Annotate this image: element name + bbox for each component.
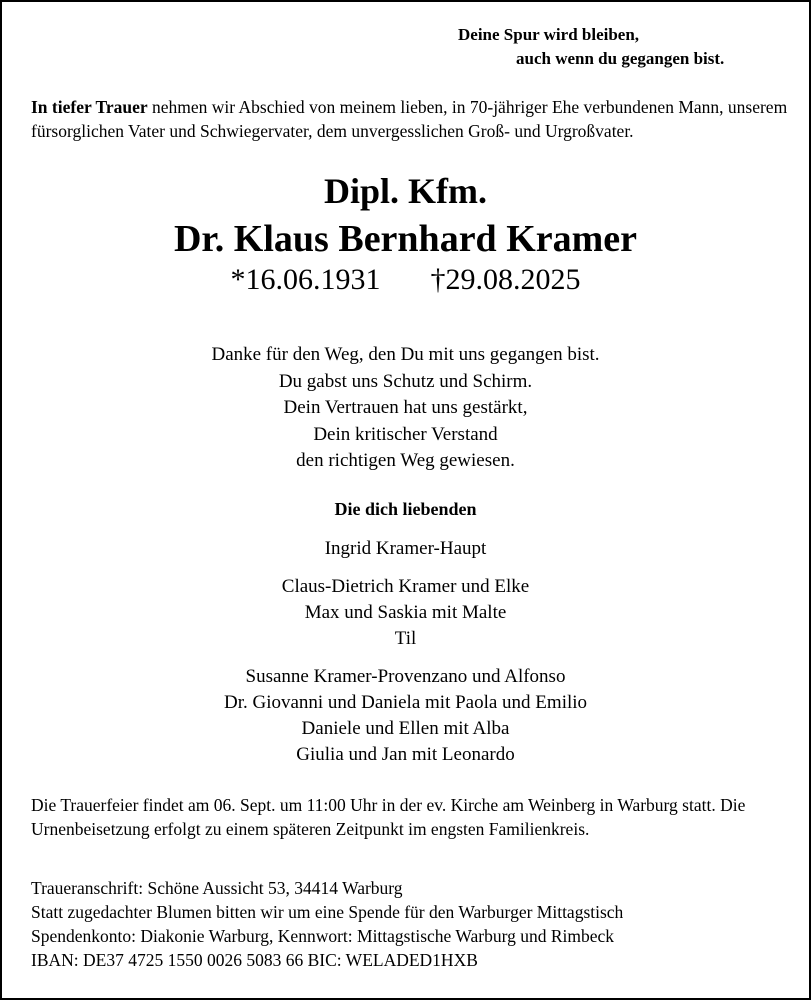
bank-details: IBAN: DE37 4725 1550 0026 5083 66 BIC: WELADED1HXB <box>31 950 478 970</box>
intro-text: nehmen wir Abschied von meinem lieben, in 70-jähriger Ehe verbundenen Mann, unserem fürsorglichen Vater und Schwiegervater, dem unvergesslichen Groß- und Urgroßvater. <box>31 97 788 141</box>
donation-note: Statt zugedachter Blumen bitten wir um eine Spende für den Warburger Mittagstisch <box>31 902 624 922</box>
mourner-group-2 <box>2 664 809 768</box>
poem-line: Dein kritischer Verstand <box>313 423 498 445</box>
deceased-name: Dr. Klaus Bernhard Kramer <box>173 218 637 260</box>
death-date: †29.08.2025 <box>430 263 581 296</box>
poem-line: Du gabst uns Schutz und Schirm. <box>278 370 533 392</box>
mourner-name: Ingrid Kramer-Haupt <box>324 538 487 559</box>
mourner-name: Susanne Kramer-Provenzano und Alfonso <box>245 666 566 687</box>
mourner-name: Til <box>394 628 417 649</box>
mourner-name: Daniele und Ellen mit Alba <box>301 718 510 739</box>
motto-line-2: auch wenn du gegangen bist. <box>516 49 725 68</box>
poem-line: Dein Vertrauen hat uns gestärkt, <box>283 397 528 418</box>
life-dates <box>2 260 809 300</box>
mourners-heading: Die dich liebenden <box>334 499 477 519</box>
mourner-group-1 <box>2 574 809 652</box>
ceremony-info: Die Trauerfeier findet am 06. Sept. um 11:00 Uhr in der ev. Kirche am Weinberg in Warburg statt. Die Urnenbeisetzung erfolgt zu einem späteren Zeitpunkt im engsten Familienkreis. <box>31 795 746 839</box>
mourner-name: Giulia und Jan mit Leonardo <box>296 744 515 765</box>
contact-info <box>31 876 801 972</box>
intro-paragraph <box>31 95 801 143</box>
mourner-name: Max und Saskia mit Malte <box>304 602 507 623</box>
donation-account: Spendenkonto: Diakonie Warburg, Kennwort: Mittagstische Warburg und Rimbeck <box>31 926 615 946</box>
mourner-name: Claus-Dietrich Kramer und Elke <box>281 576 530 597</box>
poem <box>2 342 809 475</box>
poem-line: den richtigen Weg gewiesen. <box>296 450 515 471</box>
academic-title: Dipl. Kfm. <box>323 171 487 211</box>
mourner-spouse <box>2 536 809 562</box>
intro-lead: In tiefer Trauer <box>31 97 148 117</box>
motto-line-1: Deine Spur wird bleiben, <box>458 25 640 44</box>
mourning-address: Traueranschrift: Schöne Aussicht 53, 34414 Warburg <box>31 878 403 898</box>
birth-date: *16.06.1931 <box>230 263 381 296</box>
poem-line: Danke für den Weg, den Du mit uns gegangen bist. <box>211 344 600 365</box>
mourner-name: Dr. Giovanni und Daniela mit Paola und Emilio <box>223 692 588 713</box>
